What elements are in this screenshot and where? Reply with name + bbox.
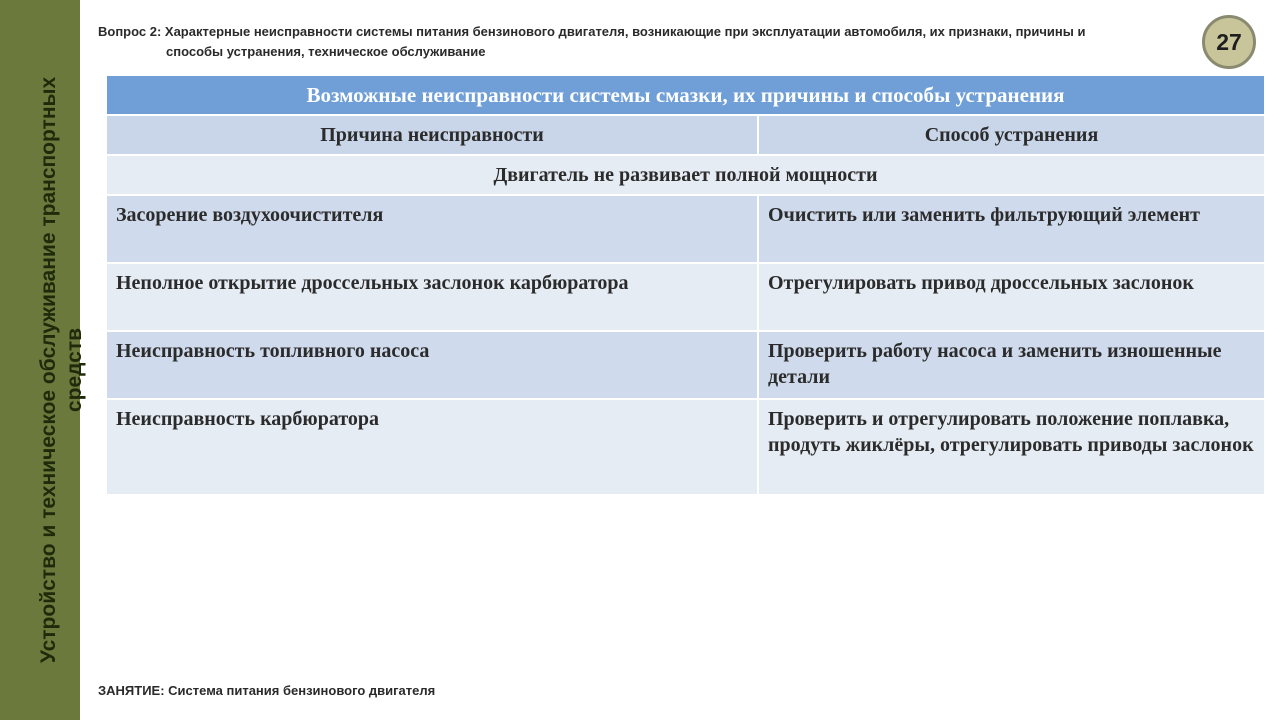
cause-cell: Неполное открытие дроссельных заслонок карбюратора bbox=[107, 264, 759, 330]
table-title: Возможные неисправности системы смазки, их причины и способы устранения bbox=[107, 76, 1264, 116]
lesson-footer: ЗАНЯТИЕ: Система питания бензинового двигателя bbox=[98, 683, 436, 698]
table-section-row bbox=[107, 156, 1264, 196]
faults-table bbox=[107, 76, 1264, 496]
remedy-cell: Проверить работу насоса и заменить изношенные детали bbox=[768, 340, 1222, 388]
sidebar-title: Устройство и техническое обслуживание транспортных средств bbox=[37, 76, 86, 664]
table-row bbox=[107, 400, 1264, 496]
remedy-cell: Очистить или заменить фильтрующий элемент bbox=[768, 204, 1201, 226]
remedy-cell: Отрегулировать привод дроссельных заслонок bbox=[768, 272, 1194, 294]
question-heading bbox=[98, 22, 1178, 62]
column-header-remedy: Способ устранения bbox=[924, 124, 1099, 146]
question-heading-line-1: Вопрос 2: Характерные неисправности системы питания бензинового двигателя, возникающие при эксплуатации автомобиля, их признаки, причины и bbox=[98, 24, 1086, 39]
sidebar bbox=[0, 0, 86, 720]
table-header-row bbox=[107, 116, 1264, 156]
table-row bbox=[107, 332, 1264, 400]
cause-cell: Неисправность карбюратора bbox=[107, 400, 759, 494]
question-heading-line-2: способы устранения, техническое обслуживание bbox=[166, 44, 486, 59]
table-row bbox=[107, 264, 1264, 332]
cause-cell: Неисправность топливного насоса bbox=[107, 332, 759, 398]
cause-cell: Засорение воздухоочистителя bbox=[107, 196, 759, 262]
section-label: Двигатель не развивает полной мощности bbox=[493, 164, 878, 186]
column-header-cause: Причина неисправности bbox=[107, 116, 759, 154]
table-row bbox=[107, 196, 1264, 264]
page-number-badge: 27 bbox=[1202, 15, 1256, 69]
remedy-cell: Проверить и отрегулировать положение поплавка, продуть жиклёры, отрегулировать приводы заслонок bbox=[768, 408, 1254, 456]
